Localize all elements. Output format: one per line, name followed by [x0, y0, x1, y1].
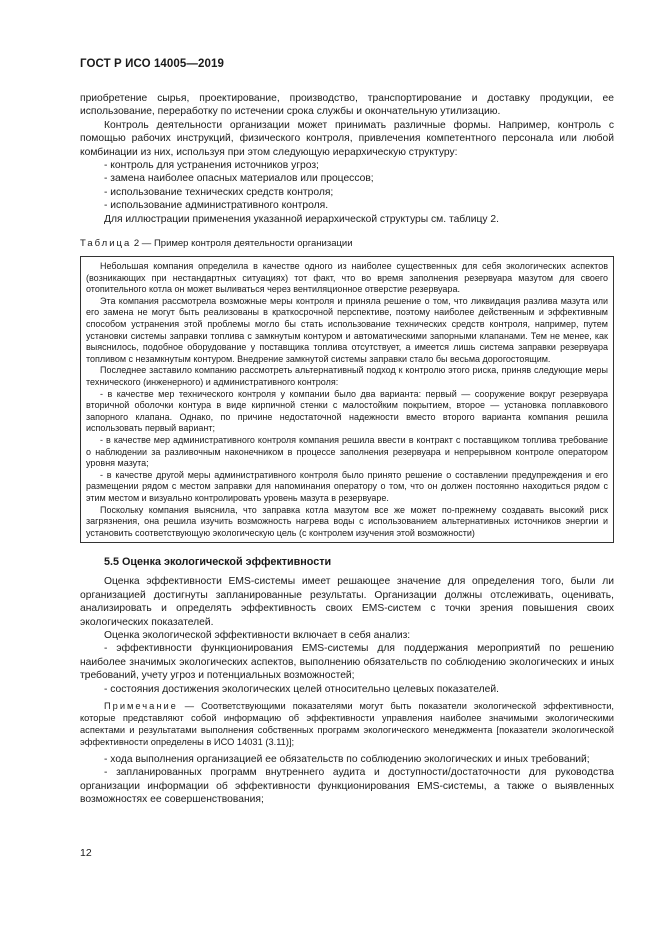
example-paragraph-6: - в качестве другой меры административного контроля было принято решение о составлении предупреждения и его размещении рядом с местом заправки для напоминания оператору о том, что он должен постоянно находиться рядом с этим местом и визуально контролировать уровень мазута в резервуаре.	[86, 469, 608, 503]
hierarchy-item-2: - замена наиболее опасных материалов или процессов;	[104, 173, 374, 185]
example-paragraph-4: - в качестве мер технического контроля у компании было два варианта: первый — сооружение вокруг резервуара вторичной оболочки контура в виде кирпичной стенки с малостойким покрытием, второе — установка поплавкового запорного клапана. Однако, по причине недостаточной надежности вместо второго варианта компания решила использовать первый вариант;	[86, 388, 608, 434]
document-page	[80, 58, 614, 807]
example-paragraph-7: Поскольку компания выяснила, что заправка котла мазутом все же может по-прежнему создавать высокий риск загрязнения, она решила изучить возможность нагрева воды с использованием альтернативных источников энергии и установить соответствующую экологическую цель (с контролем изучения этой возможности)	[86, 504, 608, 538]
hierarchy-item-3: - использование технических средств контроля;	[104, 186, 334, 198]
analysis-item-2: - состояния достижения экологических целей относительно целевых показателей.	[104, 683, 499, 695]
example-paragraph-3: Последнее заставило компанию рассмотреть альтернативный подход к контролю этого риска, приняв следующие меры технического (инженерного) и административного контроля:	[86, 365, 608, 387]
section-paragraph-2: Оценка экологической эффективности включает в себя анализ:	[104, 629, 411, 641]
example-paragraph-5: - в качестве мер административного контроля компания решила ввести в контракт с поставщиком топлива требование о наблюдении за разливочным наконечником в процессе заполнения резервуара и непрерывном контроле оператором уровня мазута;	[86, 434, 608, 469]
example-table-box	[80, 256, 614, 543]
hierarchy-item-1: - контроль для устранения источников угроз;	[104, 160, 319, 172]
note-paragraph	[80, 700, 614, 748]
hierarchy-item-4: - использование административного контроля.	[104, 200, 329, 212]
intro-paragraph-1: приобретение сырья, проектирование, производство, транспортирование и доставку продукции, ее использование, переработку по истечении срока службы и окончательную утилизацию.	[80, 93, 614, 118]
intro-paragraph-2: Контроль деятельности организации может принимать различные формы. Например, контроль с помощью рабочих инструкций, физического контроля, привлечения компетентного персонала или любой комбинации из них, используя при этом следующую иерархическую структуру:	[80, 119, 614, 158]
analysis-item-1: - эффективности функционирования EMS-системы для поддержания мероприятий по решению наиболее значимых экологических аспектов, выполнению обязательств по соблюдению экологических и иных требований, учету угроз и потенциальных возможностей;	[80, 643, 614, 682]
table-caption-text: 2 — Пример контроля деятельности организации	[131, 238, 353, 250]
intro-paragraph-3: Для иллюстрации применения указанной иерархической структуры см. таблицу 2.	[104, 213, 499, 225]
analysis-item-4: - запланированных программ внутреннего аудита и доступности/достаточности для руководства организации информации об эффективности функционирования EMS-системы, а также о выявленных возможностях ее совершенствования;	[80, 767, 614, 806]
example-paragraph-1: Небольшая компания определила в качестве одного из наиболее существенных для себя экологических аспектов (возникающих при нестандартных ситуациях) тот факт, что во время заполнения резервуара мазутом для своего отопительного котла он может выливаться через вентиляционное отверстие резервуара.	[86, 261, 608, 295]
analysis-item-3: - хода выполнения организацией ее обязательств по соблюдению экологических и иных требований;	[104, 753, 590, 765]
table-caption-word: Таблица	[80, 238, 132, 250]
document-header: ГОСТ Р ИСО 14005—2019	[80, 58, 225, 70]
section-paragraph-1: Оценка эффективности EMS-системы имеет решающее значение для определения того, были ли организацией достигнуты запланированные результаты. Организации должны отслеживать, оценивать, анализировать и определять эффективность своих EMS-систем с точки зрения повышения своих экологических показателей.	[80, 576, 614, 628]
table-caption	[80, 238, 614, 249]
section-heading: 5.5 Оценка экологической эффективности	[104, 556, 332, 569]
note-text: — Соответствующими показателями могут быть показатели экологической эффективности, которые представляют собой информацию об эффективности управления наиболее значимыми экологическими аспектами и результатами выполнения собственных программ экологического менеджмента [показатели экологической эффективности определены в ИСО 14031 (3.11)];	[80, 700, 614, 747]
example-paragraph-2: Эта компания рассмотрела возможные меры контроля и приняла решение о том, что ликвидация разлива мазута или его замена не могут быть реализованы в краткосрочной перспективе, поэтому наиболее действенным и эффективным способом устранения этой проблемы могло бы стать использование технических средств контроля, например, путем установки системы заправки топлива с замкнутым контуром и автоматическими запорными клапанами. Тем не менее, как выяснилось, подобное оборудование у поставщика топлива отсутствует, а имеется лишь система заправки резервуара топливом с незамкнутым контуром. Внедрение замкнутой системы заправки стало бы весьма дорогостоящим.	[86, 295, 608, 364]
note-word: Примечание	[104, 700, 178, 711]
page-number: 12	[80, 847, 92, 859]
